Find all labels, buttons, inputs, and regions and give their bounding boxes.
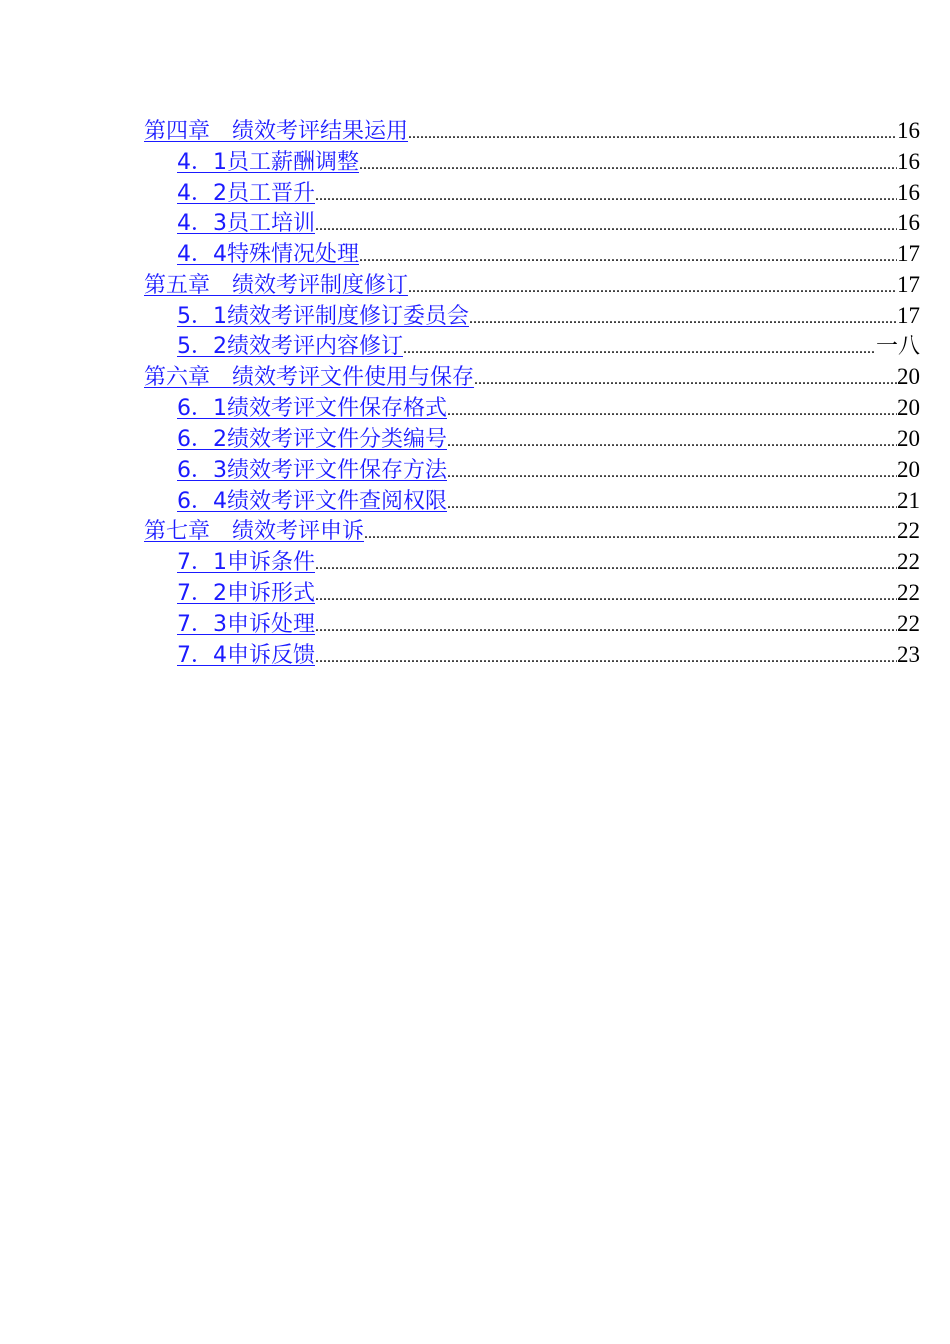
toc-page-number: 20 — [897, 364, 920, 390]
toc-entry-title[interactable]: 4．2员工晋升 — [177, 180, 315, 206]
toc-page-number: 22 — [897, 579, 920, 605]
toc-dot-leader — [359, 150, 897, 178]
toc-entry-7-1[interactable] — [144, 547, 920, 578]
toc-entry-7-2[interactable] — [144, 578, 920, 609]
toc-entry-4-3[interactable] — [144, 208, 920, 239]
toc-entry-title[interactable]: 4．3员工培训 — [177, 211, 315, 237]
toc-entry-title[interactable]: 4．1员工薪酬调整 — [177, 149, 359, 175]
toc-entry-title[interactable]: 6．2绩效考评文件分类编号 — [177, 426, 447, 452]
toc-dot-leader — [359, 242, 897, 270]
toc-dot-leader — [315, 550, 897, 578]
toc-page-number: 17 — [897, 241, 920, 267]
toc-dot-leader — [447, 396, 897, 424]
toc-page-number: 16 — [897, 118, 920, 143]
toc-dot-leader — [447, 458, 897, 486]
toc-entry-title[interactable]: 4．4特殊情况处理 — [177, 242, 359, 268]
table-of-contents — [144, 116, 920, 670]
toc-entry-5-2[interactable] — [144, 332, 920, 363]
toc-page-number: 17 — [897, 271, 920, 297]
toc-dot-leader — [315, 211, 897, 239]
toc-entry-chapter-7[interactable] — [144, 516, 920, 547]
toc-entry-title[interactable]: 6．1绩效考评文件保存格式 — [177, 396, 447, 422]
toc-dot-leader — [403, 334, 876, 363]
toc-entry-7-3[interactable] — [144, 609, 920, 640]
toc-entry-title[interactable]: 5．2绩效考评内容修订 — [177, 333, 403, 359]
toc-page-number: 20 — [897, 425, 920, 451]
toc-entry-chapter-5[interactable] — [144, 270, 920, 301]
toc-entry-title[interactable]: 第七章 绩效考评申诉 — [144, 519, 365, 545]
toc-dot-leader — [364, 519, 897, 547]
toc-dot-leader — [315, 581, 897, 609]
toc-entry-title[interactable]: 7．2申诉形式 — [177, 580, 315, 606]
toc-page-number: 16 — [897, 148, 920, 174]
toc-entry-title[interactable]: 第五章 绩效考评制度修订 — [144, 272, 409, 298]
toc-page-number: 22 — [897, 549, 920, 575]
toc-dot-leader — [408, 273, 897, 301]
toc-entry-6-3[interactable] — [144, 455, 920, 486]
toc-entry-title[interactable]: 7．1申诉条件 — [177, 550, 315, 576]
toc-dot-leader — [315, 643, 897, 671]
toc-page-number: 22 — [897, 518, 920, 544]
toc-page-number: 20 — [897, 395, 920, 421]
toc-entry-4-4[interactable] — [144, 239, 920, 270]
toc-page-number: 21 — [897, 487, 920, 513]
toc-entry-title[interactable]: 6．4绩效考评文件查阅权限 — [177, 488, 447, 514]
toc-entry-title[interactable]: 7．3申诉处理 — [177, 611, 315, 637]
toc-page-number: 22 — [897, 610, 920, 636]
toc-entry-title[interactable]: 6．3绩效考评文件保存方法 — [177, 457, 447, 483]
toc-page-number: 17 — [897, 302, 920, 328]
toc-dot-leader — [447, 489, 897, 517]
toc-entry-6-4[interactable] — [144, 486, 920, 517]
toc-entry-title[interactable]: 7．4申诉反馈 — [177, 642, 315, 668]
toc-entry-4-1[interactable] — [144, 147, 920, 178]
toc-dot-leader — [469, 304, 897, 332]
toc-dot-leader — [408, 119, 897, 147]
toc-page-number: 16 — [897, 179, 920, 205]
toc-page-number: 23 — [897, 641, 920, 667]
toc-entry-chapter-4[interactable] — [144, 116, 920, 147]
toc-entry-7-4[interactable] — [144, 640, 920, 671]
toc-entry-4-2[interactable] — [144, 178, 920, 209]
toc-entry-5-1[interactable] — [144, 301, 920, 332]
toc-dot-leader — [474, 365, 897, 393]
toc-dot-leader — [315, 612, 897, 640]
toc-entry-chapter-6[interactable] — [144, 362, 920, 393]
toc-page-number: 一八 — [875, 333, 920, 359]
toc-entry-title[interactable]: 第六章 绩效考评文件使用与保存 — [144, 365, 475, 391]
toc-entry-6-1[interactable] — [144, 393, 920, 424]
toc-entry-6-2[interactable] — [144, 424, 920, 455]
toc-dot-leader — [447, 427, 897, 455]
toc-page-number: 16 — [897, 210, 920, 236]
toc-dot-leader — [315, 181, 897, 209]
toc-entry-title[interactable]: 5．1绩效考评制度修订委员会 — [177, 303, 469, 329]
toc-page-number: 20 — [897, 456, 920, 482]
toc-entry-title[interactable]: 第四章 绩效考评结果运用 — [144, 119, 409, 144]
